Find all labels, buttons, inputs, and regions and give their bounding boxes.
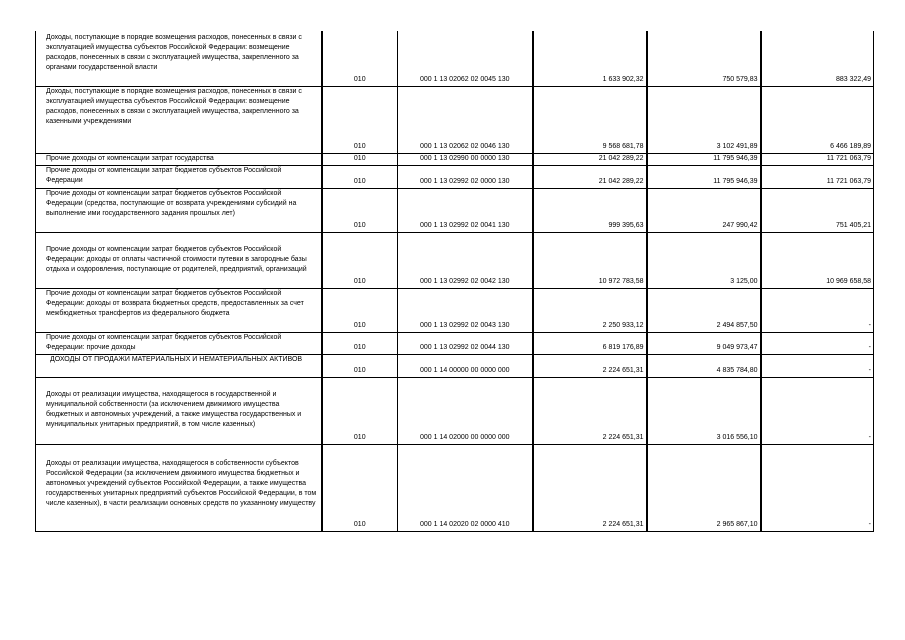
row-unexecuted: 10 969 658,58: [761, 232, 874, 288]
table-row: [36, 332, 874, 354]
row-unexecuted: 883 322,49: [761, 31, 874, 86]
revenue-table: [35, 31, 874, 532]
row-name: ДОХОДЫ ОТ ПРОДАЖИ МАТЕРИАЛЬНЫХ И НЕМАТЕРИАЛЬНЫХ АКТИВОВ: [36, 354, 322, 377]
row-kbk: 000 1 14 02000 00 0000 000: [398, 377, 533, 444]
table-row: [36, 232, 874, 288]
table-row: [36, 86, 874, 153]
row-approved: 10 972 783,58: [533, 232, 647, 288]
row-code: 010: [322, 165, 398, 188]
row-approved: 21 042 289,22: [533, 165, 647, 188]
row-unexecuted: -: [761, 332, 874, 354]
row-executed: 247 990,42: [647, 188, 761, 232]
row-approved: 21 042 289,22: [533, 153, 647, 165]
row-name: Доходы, поступающие в порядке возмещения расходов, понесенных в связи с эксплуатацией имущества субъектов Российской Федерации: возмещение расходов, понесенных в связи с эксплуатацией имущества, закрепленного за казенными учреждениями: [36, 86, 322, 153]
row-kbk: 000 1 13 02990 00 0000 130: [398, 153, 533, 165]
row-kbk: 000 1 13 02992 02 0000 130: [398, 165, 533, 188]
row-executed: 750 579,83: [647, 31, 761, 86]
row-executed: 3 125,00: [647, 232, 761, 288]
table-row: [36, 288, 874, 332]
row-kbk: 000 1 13 02992 02 0043 130: [398, 288, 533, 332]
row-kbk: 000 1 14 00000 00 0000 000: [398, 354, 533, 377]
row-code: 010: [322, 377, 398, 444]
row-executed: 3 016 556,10: [647, 377, 761, 444]
row-executed: 2 965 867,10: [647, 444, 761, 531]
row-unexecuted: -: [761, 444, 874, 531]
row-unexecuted: -: [761, 354, 874, 377]
row-approved: 2 250 933,12: [533, 288, 647, 332]
row-kbk: 000 1 14 02020 02 0000 410: [398, 444, 533, 531]
row-kbk: 000 1 13 02992 02 0044 130: [398, 332, 533, 354]
row-code: 010: [322, 153, 398, 165]
row-approved: 6 819 176,89: [533, 332, 647, 354]
row-executed: 4 835 784,80: [647, 354, 761, 377]
row-executed: 9 049 973,47: [647, 332, 761, 354]
row-code: 010: [322, 86, 398, 153]
table-row: [36, 31, 874, 86]
row-name: Прочие доходы от компенсации затрат бюджетов субъектов Российской Федерации (средства, поступающие от возврата учреждениями субсидий на выполнение ими государственного задания прошлых лет): [36, 188, 322, 232]
row-name: Прочие доходы от компенсации затрат государства: [36, 153, 322, 165]
row-name: Прочие доходы от компенсации затрат бюджетов субъектов Российской Федерации: доходы от оплаты частичной стоимости путевки в загородные базы отдыха и оздоровления, поступающие от родителей, предприятий, организаций: [36, 232, 322, 288]
row-kbk: 000 1 13 02992 02 0041 130: [398, 188, 533, 232]
row-kbk: 000 1 13 02062 02 0046 130: [398, 86, 533, 153]
row-unexecuted: 11 721 063,79: [761, 165, 874, 188]
row-unexecuted: 751 405,21: [761, 188, 874, 232]
table-row: [36, 153, 874, 165]
row-name: Доходы от реализации имущества, находящегося в собственности субъектов Российской Федерации (за исключением движимого имущества бюджетных и автономных учреждений субъектов Российской Федерации, а также имущества государственных унитарных предприятий субъектов Российской Федерации, в том числе казенных), в части реализации основных средств по указанному имуществу: [36, 444, 322, 531]
row-unexecuted: -: [761, 377, 874, 444]
row-approved: 1 633 902,32: [533, 31, 647, 86]
row-code: 010: [322, 31, 398, 86]
row-executed: 11 795 946,39: [647, 153, 761, 165]
row-code: 010: [322, 288, 398, 332]
table-row: [36, 444, 874, 531]
row-name: Доходы от реализации имущества, находящегося в государственной и муниципальной собственности (за исключением движимого имущества бюджетных и автономных учреждений, а также имущества государственных и муниципальных унитарных предприятий, в том числе казенных): [36, 377, 322, 444]
row-approved: 999 395,63: [533, 188, 647, 232]
row-name: Прочие доходы от компенсации затрат бюджетов субъектов Российской Федерации: доходы от возврата бюджетных средств, предоставленных за счет межбюджетных трансфертов из федерального бюджета: [36, 288, 322, 332]
table-row: [36, 377, 874, 444]
row-unexecuted: -: [761, 288, 874, 332]
row-executed: 11 795 946,39: [647, 165, 761, 188]
row-code: 010: [322, 354, 398, 377]
row-kbk: 000 1 13 02992 02 0042 130: [398, 232, 533, 288]
row-code: 010: [322, 188, 398, 232]
row-code: 010: [322, 232, 398, 288]
row-code: 010: [322, 332, 398, 354]
row-name: Прочие доходы от компенсации затрат бюджетов субъектов Российской Федерации: прочие доходы: [36, 332, 322, 354]
row-code: 010: [322, 444, 398, 531]
row-approved: 2 224 651,31: [533, 444, 647, 531]
row-unexecuted: 6 466 189,89: [761, 86, 874, 153]
row-approved: 2 224 651,31: [533, 377, 647, 444]
row-kbk: 000 1 13 02062 02 0045 130: [398, 31, 533, 86]
row-unexecuted: 11 721 063,79: [761, 153, 874, 165]
table-row: [36, 165, 874, 188]
table-row: [36, 354, 874, 377]
row-name: Доходы, поступающие в порядке возмещения расходов, понесенных в связи с эксплуатацией имущества субъектов Российской Федерации: возмещение расходов, понесенных в связи с эксплуатацией имущества, закрепленного за органами государственной власти: [36, 31, 322, 86]
row-approved: 9 568 681,78: [533, 86, 647, 153]
table-row: [36, 188, 874, 232]
row-executed: 3 102 491,89: [647, 86, 761, 153]
row-name: Прочие доходы от компенсации затрат бюджетов субъектов Российской Федерации: [36, 165, 322, 188]
row-executed: 2 494 857,50: [647, 288, 761, 332]
row-approved: 2 224 651,31: [533, 354, 647, 377]
